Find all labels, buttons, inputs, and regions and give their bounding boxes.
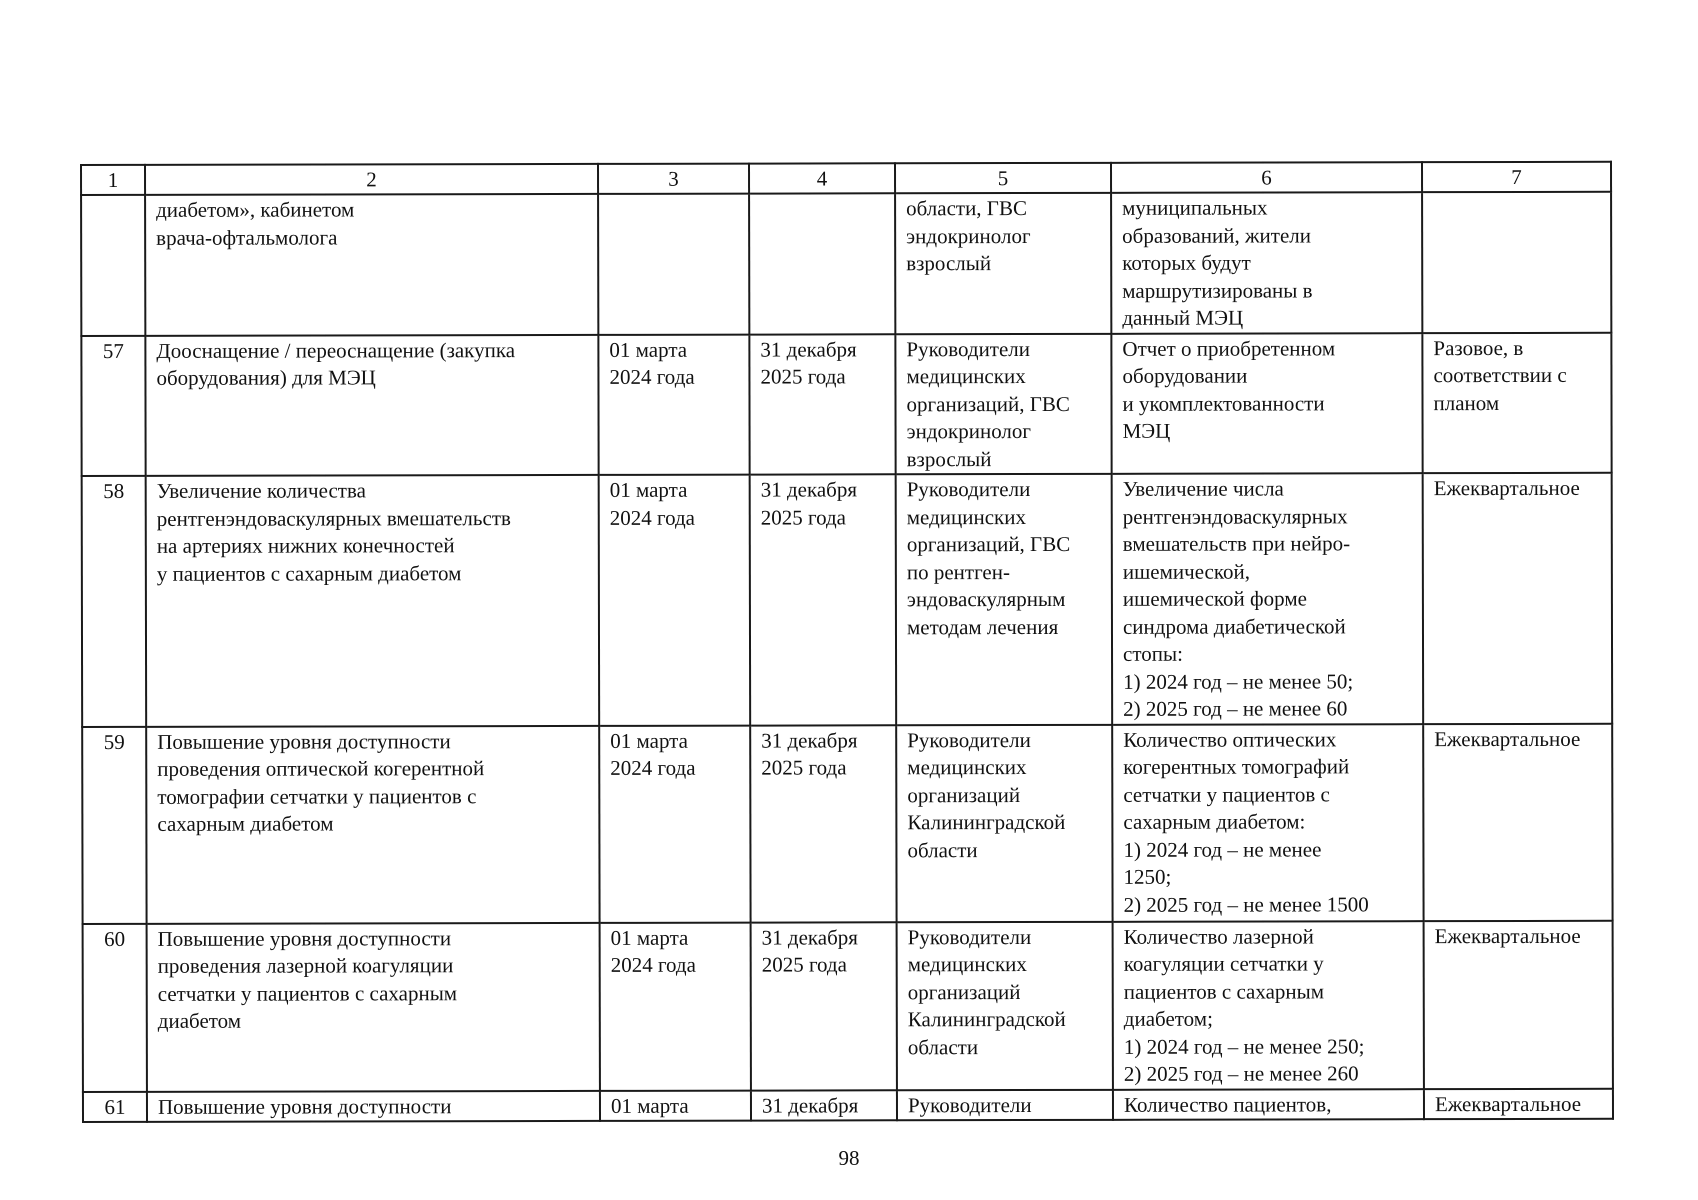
measure-cell: Дооснащение / переоснащение (закупка оборудования) для МЭЦ <box>145 334 598 475</box>
end-date-cell: 31 декабря 2025 года <box>750 725 896 922</box>
responsible-cell: Руководители медицинских организаций Калининградской области <box>897 921 1113 1089</box>
row-number: 61 <box>83 1091 147 1122</box>
row-number: 60 <box>83 923 147 1091</box>
table-row <box>82 473 1613 727</box>
responsible-cell: Руководители медицинских организаций Калининградской области <box>896 724 1112 921</box>
periodicity-cell: Ежеквартальное <box>1424 920 1613 1088</box>
start-date-cell: 01 марта 2024 года <box>599 475 751 726</box>
document-sheet <box>80 161 1612 1123</box>
row-number: 58 <box>82 476 147 727</box>
result-cell: Количество оптических когерентных томографий сетчатки у пациентов с сахарным диабетом: 1) 2024 год – не менее 1250; 2) 2025 год – не менее 1500 <box>1112 724 1423 922</box>
start-date-cell: 01 марта 2024 года <box>599 725 750 922</box>
result-cell: Увеличение числа рентгенэндоваскулярных вмешательств при нейро- ишемической, ишемической форме синдрома диабетической стопы: 1) 2024 год – не менее 50; 2) 2025 год – не менее 60 <box>1112 473 1424 724</box>
column-header: 1 <box>81 165 145 195</box>
start-date-cell: 01 марта <box>600 1090 751 1121</box>
table-row <box>83 1088 1613 1122</box>
periodicity-cell: Ежеквартальное <box>1423 723 1612 920</box>
measure-cell: Повышение уровня доступности <box>147 1090 600 1121</box>
start-date-cell <box>598 194 749 335</box>
measure-cell: Увеличение количества рентгенэндоваскулярных вмешательств на артериях нижних конечностей у пациентов с сахарным диабетом <box>146 475 600 726</box>
measure-cell: Повышение уровня доступности проведения оптической когерентной томографии сетчатки у пациентов с сахарным диабетом <box>146 725 599 923</box>
table-row <box>81 192 1611 336</box>
column-header: 7 <box>1422 162 1611 192</box>
end-date-cell: 31 декабря 2025 года <box>750 474 897 725</box>
column-header: 3 <box>598 164 749 194</box>
periodicity-cell <box>1422 192 1611 333</box>
table-row <box>81 332 1611 476</box>
end-date-cell: 31 декабря <box>751 1090 897 1121</box>
end-date-cell <box>749 193 895 334</box>
result-cell: Количество пациентов, <box>1113 1089 1424 1120</box>
result-cell: Количество лазерной коагуляции сетчатки у пациентов с сахарным диабетом; 1) 2024 год – не менее 250; 2) 2025 год – не менее 260 <box>1113 921 1424 1090</box>
periodicity-cell: Ежеквартальное <box>1424 1088 1613 1119</box>
result-cell: муниципальных образований, жители которых будут маршрутизированы в данный МЭЦ <box>1111 192 1422 333</box>
row-number <box>81 195 145 336</box>
column-header: 4 <box>749 163 895 193</box>
responsible-cell: области, ГВС эндокринолог взрослый <box>895 193 1111 334</box>
responsible-cell: Руководители <box>897 1089 1113 1120</box>
start-date-cell: 01 марта 2024 года <box>600 922 751 1090</box>
table-row <box>82 723 1612 923</box>
plan-table <box>80 161 1614 1123</box>
column-header: 5 <box>895 163 1111 193</box>
column-header: 6 <box>1111 162 1422 193</box>
end-date-cell: 31 декабря 2025 года <box>751 922 897 1090</box>
periodicity-cell: Разовое, в соответствии с планом <box>1422 332 1611 473</box>
row-number: 57 <box>81 335 145 476</box>
measure-cell: Повышение уровня доступности проведения лазерной коагуляции сетчатки у пациентов с сахарным диабетом <box>147 922 600 1091</box>
responsible-cell: Руководители медицинских организаций, ГВС по рентген- эндоваскулярным методам лечения <box>896 474 1113 725</box>
table-header-row <box>81 162 1611 195</box>
column-header: 2 <box>145 164 598 195</box>
row-number: 59 <box>82 726 146 923</box>
result-cell: Отчет о приобретенном оборудовании и укомплектованности МЭЦ <box>1111 333 1422 474</box>
start-date-cell: 01 марта 2024 года <box>598 334 749 475</box>
end-date-cell: 31 декабря 2025 года <box>749 334 895 475</box>
periodicity-cell: Ежеквартальное <box>1423 473 1613 724</box>
table-row <box>83 920 1613 1091</box>
measure-cell: диабетом», кабинетом врача-офтальмолога <box>145 194 598 335</box>
page-number: 98 <box>838 1146 860 1170</box>
responsible-cell: Руководители медицинских организаций, ГВС эндокринолог взрослый <box>895 333 1111 474</box>
